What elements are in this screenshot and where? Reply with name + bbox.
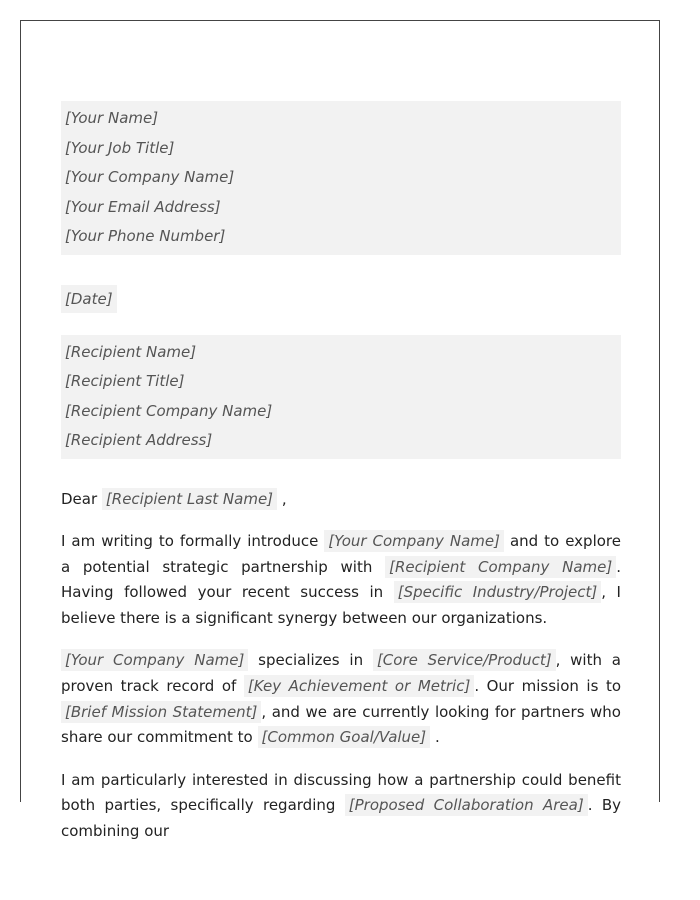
recipient-company[interactable]: [Recipient Company Name] xyxy=(65,401,273,420)
letter-page xyxy=(20,20,660,841)
para2-text-1: specializes in xyxy=(258,651,364,670)
recipient-last-name-field[interactable]: [Recipient Last Name] xyxy=(102,488,277,510)
sender-company[interactable]: [Your Company Name] xyxy=(65,168,235,186)
para2-text-4: , and we are currently looking for partners who share our commitment to xyxy=(61,702,621,747)
date-field[interactable]: [Date] xyxy=(61,285,117,313)
para3-text-1: I am particularly interested in discussing how a partnership could benefit both parties, specifically regarding xyxy=(61,770,621,815)
recipient-block xyxy=(61,335,621,459)
para1-company-field[interactable]: [Your Company Name] xyxy=(324,530,504,552)
salutation-suffix: , xyxy=(281,489,287,508)
para1-industry-field[interactable]: [Specific Industry/Project] xyxy=(394,581,602,603)
sender-email[interactable]: [Your Email Address] xyxy=(65,197,221,216)
sender-name[interactable]: [Your Name] xyxy=(65,109,159,127)
para3-collaboration-field[interactable]: [Proposed Collaboration Area] xyxy=(345,794,588,816)
para1-text-3: . Having followed your recent success in xyxy=(61,557,621,602)
paragraph-company xyxy=(61,648,621,750)
para2-text-2: , with a proven track record of xyxy=(61,651,621,696)
sender-block xyxy=(61,101,621,255)
sender-phone[interactable]: [Your Phone Number] xyxy=(65,227,226,245)
recipient-name[interactable]: [Recipient Name] xyxy=(65,342,197,361)
paragraph-collaboration xyxy=(61,768,621,845)
salutation xyxy=(61,487,621,513)
para2-company-field[interactable]: [Your Company Name] xyxy=(61,649,248,671)
para1-text-2: and to explore a potential strategic partnership with xyxy=(61,532,621,576)
para1-recipient-company-field[interactable]: [Recipient Company Name] xyxy=(385,556,616,578)
para2-achievement-field[interactable]: [Key Achievement or Metric] xyxy=(244,675,474,697)
sender-job-title[interactable]: [Your Job Title] xyxy=(65,138,175,157)
recipient-title[interactable]: [Recipient Title] xyxy=(65,372,185,390)
para3-text-2: . By combining our xyxy=(61,796,621,841)
para2-goal-field[interactable]: [Common Goal/Value] xyxy=(258,726,431,748)
salutation-prefix: Dear xyxy=(61,489,98,508)
paragraph-introduction xyxy=(61,529,621,631)
para2-text-5: . xyxy=(434,728,440,747)
para2-mission-field[interactable]: [Brief Mission Statement] xyxy=(61,701,261,723)
para1-text-1: I am writing to formally introduce xyxy=(61,532,319,551)
para2-service-field[interactable]: [Core Service/Product] xyxy=(373,649,556,671)
recipient-address[interactable]: [Recipient Address] xyxy=(65,431,213,449)
para2-text-3: . Our mission is to xyxy=(474,677,622,696)
para1-text-4: , I believe there is a significant synergy between our organizations. xyxy=(61,583,621,627)
letter-content xyxy=(61,101,621,845)
